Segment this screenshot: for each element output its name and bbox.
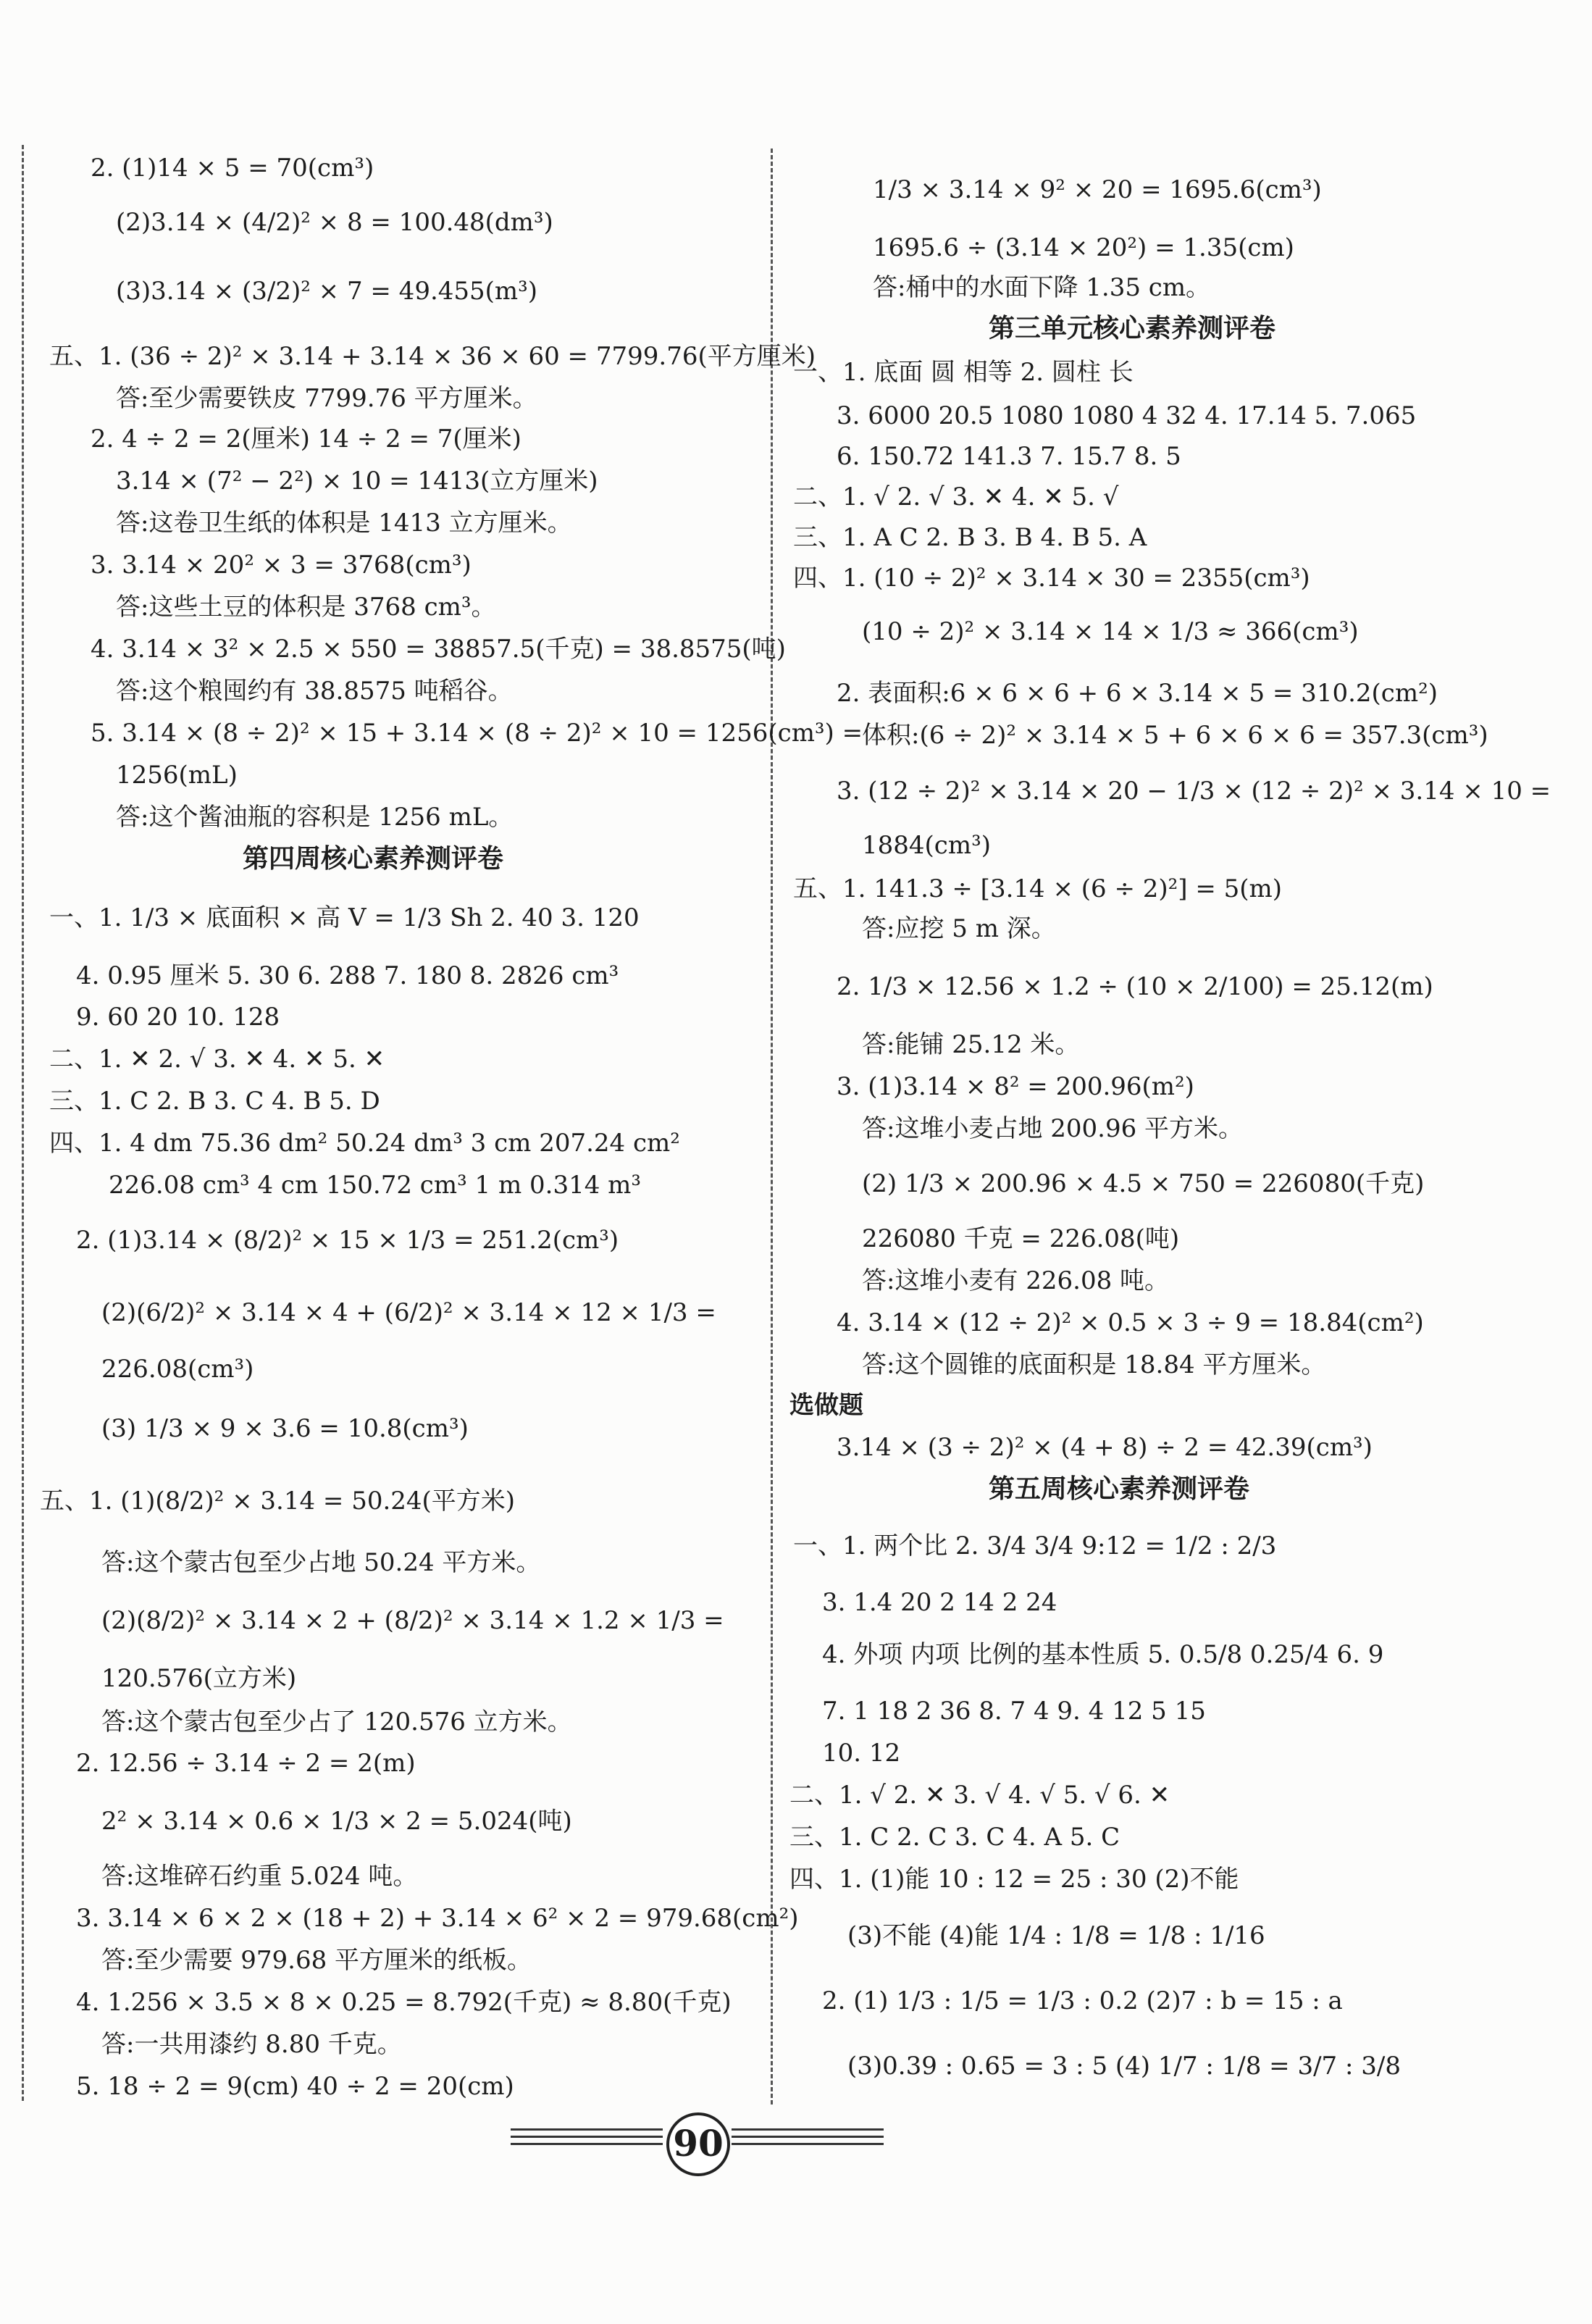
answer-line: 二、1. ✕ 2. √ 3. ✕ 4. ✕ 5. ✕	[49, 1045, 385, 1074]
answer-line: 10. 12	[822, 1739, 901, 1768]
answer-line: 一、1. 两个比 2. 3/4 3/4 9:12 = 1/2 : 2/3	[793, 1531, 1277, 1560]
answer-line: 226.08 cm³ 4 cm 150.72 cm³ 1 m 0.314 m³	[109, 1171, 642, 1200]
footer-rule-right	[732, 2128, 884, 2153]
center-dashed-divider	[771, 149, 773, 2104]
answer-line: 五、1. 141.3 ÷ [3.14 × (6 ÷ 2)²] = 5(m)	[793, 874, 1283, 903]
answer-line: 答:这个圆锥的底面积是 18.84 平方厘米。	[862, 1350, 1326, 1379]
answer-line: 6. 150.72 141.3 7. 15.7 8. 5	[837, 442, 1181, 471]
answer-line: 2. (1) 1/3 : 1/5 = 1/3 : 0.2 (2)7 : b = 15 : a	[822, 1986, 1343, 2015]
answer-line: 5. 3.14 × (8 ÷ 2)² × 15 + 3.14 × (8 ÷ 2)² × 10 = 1256(cm³) =	[91, 719, 863, 748]
answer-line: 2. 12.56 ÷ 3.14 ÷ 2 = 2(m)	[76, 1749, 416, 1778]
answer-line: 答:这个酱油瓶的容积是 1256 mL。	[116, 803, 514, 832]
answer-line: 3. 6000 20.5 1080 1080 4 32 4. 17.14 5. 7.065	[837, 401, 1417, 430]
answer-line: 二、1. √ 2. ✕ 3. √ 4. √ 5. √ 6. ✕	[789, 1781, 1170, 1810]
answer-line: 答:这堆小麦占地 200.96 平方米。	[862, 1114, 1244, 1143]
answer-line: 2. (1)3.14 × (8/2)² × 15 × 1/3 = 251.2(cm³)	[76, 1226, 619, 1255]
answer-line: (3) 1/3 × 9 × 3.6 = 10.8(cm³)	[101, 1414, 469, 1443]
answer-line: 1695.6 ÷ (3.14 × 20²) = 1.35(cm)	[873, 233, 1294, 262]
answer-line: 1/3 × 3.14 × 9² × 20 = 1695.6(cm³)	[873, 175, 1322, 204]
answer-line: 4. 0.95 厘米 5. 30 6. 288 7. 180 8. 2826 cm³	[76, 961, 619, 990]
section-title: 第五周核心素养测评卷	[989, 1474, 1250, 1504]
answer-line: 答:这个粮囤约有 38.8575 吨稻谷。	[116, 677, 513, 706]
answer-line: 二、1. √ 2. √ 3. ✕ 4. ✕ 5. √	[793, 482, 1119, 511]
answer-line: 答:这个蒙古包至少占地 50.24 平方米。	[101, 1548, 541, 1577]
answer-line: 一、1. 1/3 × 底面积 × 高 V = 1/3 Sh 2. 40 3. 120	[49, 903, 640, 932]
answer-line: (2)(8/2)² × 3.14 × 2 + (8/2)² × 3.14 × 1.2 × 1/3 =	[101, 1606, 724, 1635]
answer-line: 226.08(cm³)	[101, 1355, 254, 1384]
right-column	[775, 0, 1592, 2324]
answer-line: 答:这堆小麦有 226.08 吨。	[862, 1266, 1170, 1295]
answer-line: 3.14 × (7² − 2²) × 10 = 1413(立方厘米)	[116, 467, 598, 496]
optional-section-label: 选做题	[789, 1391, 863, 1420]
answer-line: 226080 千克 = 226.08(吨)	[862, 1224, 1180, 1253]
answer-line: 3. (1)3.14 × 8² = 200.96(m²)	[837, 1072, 1194, 1101]
answer-line: 7. 1 18 2 36 8. 7 4 9. 4 12 5 15	[822, 1697, 1206, 1726]
answer-line: 1256(mL)	[116, 761, 238, 790]
answer-line: 120.576(立方米)	[101, 1664, 297, 1693]
answer-line: 答:应挖 5 m 深。	[862, 914, 1056, 943]
answer-line: 答:桶中的水面下降 1.35 cm。	[873, 273, 1211, 302]
answer-line: 三、1. C 2. B 3. C 4. B 5. D	[49, 1087, 380, 1116]
answer-line: 4. 3.14 × (12 ÷ 2)² × 0.5 × 3 ÷ 9 = 18.84(cm²)	[837, 1308, 1424, 1337]
answer-line: 1884(cm³)	[862, 831, 991, 860]
answer-line: 答:至少需要 979.68 平方厘米的纸板。	[101, 1946, 532, 1975]
answer-line: 3. (12 ÷ 2)² × 3.14 × 20 − 1/3 × (12 ÷ 2)² × 3.14 × 10 =	[837, 777, 1551, 806]
answer-line: 3. 1.4 20 2 14 2 24	[822, 1588, 1057, 1617]
answer-line: 一、1. 底面 圆 相等 2. 圆柱 长	[793, 358, 1134, 387]
answer-line: 2. 1/3 × 12.56 × 1.2 ÷ (10 × 2/100) = 25.12(m)	[837, 972, 1433, 1001]
answer-line: 答:至少需要铁皮 7799.76 平方厘米。	[116, 384, 537, 413]
answer-line: 答:这些土豆的体积是 3768 cm³。	[116, 593, 496, 622]
answer-line: 2. (1)14 × 5 = 70(cm³)	[91, 154, 374, 183]
answer-line: 答:这堆碎石约重 5.024 吨。	[101, 1862, 418, 1891]
answer-line: 答:能铺 25.12 米。	[862, 1030, 1080, 1059]
answer-line: 三、1. C 2. C 3. C 4. A 5. C	[789, 1823, 1120, 1852]
answer-line: 2² × 3.14 × 0.6 × 1/3 × 2 = 5.024(吨)	[101, 1807, 572, 1836]
section-title: 第三单元核心素养测评卷	[989, 314, 1276, 343]
answer-line: 四、1. (10 ÷ 2)² × 3.14 × 30 = 2355(cm³)	[793, 564, 1310, 593]
answer-line: 答:这个蒙古包至少占了 120.576 立方米。	[101, 1708, 572, 1736]
answer-line: 体积:(6 ÷ 2)² × 3.14 × 5 + 6 × 6 × 6 = 357.3(cm³)	[862, 721, 1488, 750]
answer-line: 4. 3.14 × 3² × 2.5 × 550 = 38857.5(千克) = 38.8575(吨)	[91, 635, 786, 664]
answer-line: (3)不能 (4)能 1/4 : 1/8 = 1/8 : 1/16	[847, 1921, 1265, 1950]
answer-line: 四、1. (1)能 10 : 12 = 25 : 30 (2)不能	[789, 1865, 1239, 1894]
section-title: 第四周核心素养测评卷	[243, 844, 504, 874]
answer-line: 2. 表面积:6 × 6 × 6 + 6 × 3.14 × 5 = 310.2(cm²)	[837, 679, 1438, 708]
answer-line: 2. 4 ÷ 2 = 2(厘米) 14 ÷ 2 = 7(厘米)	[91, 425, 521, 453]
answer-line: (2) 1/3 × 200.96 × 4.5 × 750 = 226080(千克)	[862, 1169, 1425, 1198]
answer-line: 3.14 × (3 ÷ 2)² × (4 + 8) ÷ 2 = 42.39(cm³)	[837, 1433, 1373, 1462]
answer-line: (2)(6/2)² × 3.14 × 4 + (6/2)² × 3.14 × 12 × 1/3 =	[101, 1298, 716, 1327]
answer-line: 四、1. 4 dm 75.36 dm² 50.24 dm³ 3 cm 207.24 cm²	[49, 1129, 680, 1158]
answer-line: 3. 3.14 × 20² × 3 = 3768(cm³)	[91, 551, 472, 580]
answer-line: 三、1. A C 2. B 3. B 4. B 5. A	[793, 523, 1147, 552]
answer-line: 5. 18 ÷ 2 = 9(cm) 40 ÷ 2 = 20(cm)	[76, 2072, 514, 2101]
answer-line: 答:一共用漆约 8.80 千克。	[101, 2030, 402, 2059]
footer-rule-left	[511, 2128, 663, 2153]
answer-line: 3. 3.14 × 6 × 2 × (18 + 2) + 3.14 × 6² × 2 = 979.68(cm²)	[76, 1904, 799, 1933]
answer-line: 4. 1.256 × 3.5 × 8 × 0.25 = 8.792(千克) ≈ 8.80(千克)	[76, 1988, 732, 2017]
answer-line: (2)3.14 × (4/2)² × 8 = 100.48(dm³)	[116, 208, 553, 237]
answer-line: 五、1. (36 ÷ 2)² × 3.14 + 3.14 × 36 × 60 = 7799.76(平方厘米)	[49, 342, 816, 371]
answer-line: 五、1. (1)(8/2)² × 3.14 = 50.24(平方米)	[40, 1487, 516, 1516]
answer-line: (3)0.39 : 0.65 = 3 : 5 (4) 1/7 : 1/8 = 3/7 : 3/8	[847, 2052, 1401, 2081]
answer-line: (10 ÷ 2)² × 3.14 × 14 × 1/3 ≈ 366(cm³)	[862, 617, 1359, 646]
answer-line: 9. 60 20 10. 128	[76, 1003, 280, 1032]
page-footer	[0, 2101, 1592, 2188]
answer-line: 答:这卷卫生纸的体积是 1413 立方厘米。	[116, 509, 572, 538]
answer-line: (3)3.14 × (3/2)² × 7 = 49.455(m³)	[116, 277, 538, 306]
page-number: 90	[666, 2112, 730, 2176]
answer-line: 4. 外项 内项 比例的基本性质 5. 0.5/8 0.25/4 6. 9	[822, 1640, 1384, 1669]
